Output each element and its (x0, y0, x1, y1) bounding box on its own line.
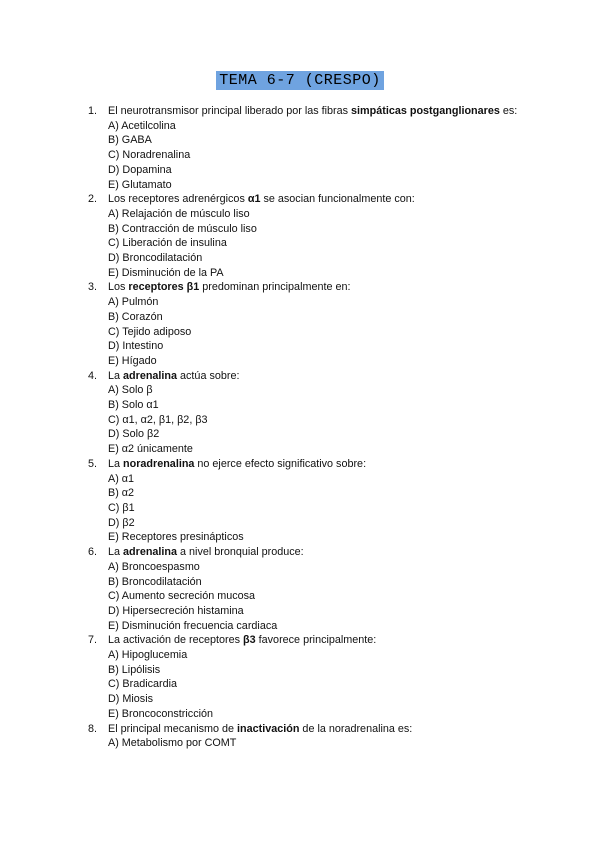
question-stem-text: Los (108, 281, 129, 294)
question-stem-text: actúa sobre: (177, 369, 240, 382)
question-stem (108, 280, 528, 295)
answer-option: B) Lipólisis (108, 663, 161, 676)
question-stem-bold: receptores β1 (128, 281, 200, 294)
question-item (88, 457, 528, 545)
answer-option: C) Liberación de insulina (108, 237, 227, 250)
question-stem (108, 457, 528, 472)
answer-option: E) α2 únicamente (108, 443, 193, 456)
answer-option: E) Broncoconstricción (108, 707, 214, 720)
question-stem-bold: adrenalina (123, 369, 178, 382)
question-stem-bold: adrenalina (123, 546, 178, 559)
question-stem-text: La activación de receptores (108, 634, 244, 647)
answer-option: E) Glutamato (108, 178, 172, 191)
question-item (88, 633, 528, 721)
answer-option: D) Miosis (108, 693, 153, 706)
answer-option: E) Disminución frecuencia cardiaca (108, 619, 278, 632)
answer-option: B) Contracción de músculo liso (108, 222, 257, 235)
answer-option: D) Dopamina (108, 163, 172, 176)
question-number: 7. (88, 634, 98, 647)
answer-option: C) α1, α2, β1, β2, β3 (108, 413, 208, 426)
question-stem-text: no ejerce efecto significativo sobre: (194, 457, 367, 470)
question-stem (108, 369, 528, 384)
answer-option: A) α1 (108, 472, 135, 485)
question-stem-bold: inactivación (237, 722, 300, 735)
answer-option: A) Acetilcolina (108, 119, 176, 132)
answer-option: A) Solo β (108, 384, 153, 397)
question-item (88, 104, 528, 192)
question-stem-text: Los receptores adrenérgicos (108, 193, 248, 206)
question-item (88, 722, 528, 751)
answer-option: E) Receptores presinápticos (108, 531, 244, 544)
answer-option: B) α2 (108, 487, 135, 500)
question-stem-text: a nivel bronquial produce: (177, 546, 304, 559)
question-number: 6. (88, 546, 98, 559)
answer-option: A) Broncoespasmo (108, 560, 200, 573)
question-number: 5. (88, 457, 98, 470)
question-stem-bold: simpáticas postganglionares (351, 105, 500, 117)
answer-option: B) Solo α1 (108, 399, 159, 412)
answer-option: C) Tejido adiposo (108, 325, 192, 338)
question-stem-bold: noradrenalina (123, 457, 195, 470)
question-stem (108, 545, 528, 560)
question-stem-text: El neurotransmisor principal liberado por las fibras (108, 105, 352, 117)
answer-option: D) Hipersecreción histamina (108, 604, 244, 617)
answer-option: D) Intestino (108, 340, 164, 353)
question-item (88, 369, 528, 457)
question-stem (108, 104, 528, 119)
answer-option: D) β2 (108, 516, 135, 529)
question-list (88, 104, 528, 751)
title-container (0, 71, 600, 90)
answer-option: E) Disminución de la PA (108, 266, 224, 279)
answer-option: A) Relajación de músculo liso (108, 207, 250, 220)
question-stem-text: se asocian funcionalmente con: (260, 193, 415, 206)
document-title: TEMA 6-7 (CRESPO) (216, 71, 384, 90)
question-stem-text: es: (499, 105, 518, 117)
question-number: 3. (88, 281, 98, 294)
answer-option: B) Corazón (108, 310, 163, 323)
question-stem-text: La (108, 369, 124, 382)
answer-option: A) Hipoglucemia (108, 649, 188, 662)
question-number: 8. (88, 722, 98, 735)
question-stem-text: predominan principalmente en: (199, 281, 351, 294)
answer-option: A) Pulmón (108, 296, 159, 309)
question-stem-text: La (108, 546, 124, 559)
question-number: 1. (88, 105, 98, 117)
question-stem-text: de la noradrenalina es: (299, 722, 413, 735)
answer-option: D) Solo β2 (108, 428, 160, 441)
question-stem-text: La (108, 457, 124, 470)
question-stem (108, 633, 528, 648)
question-stem-bold: β3 (243, 634, 256, 647)
question-stem-bold: α1 (247, 193, 261, 206)
question-item (88, 280, 528, 368)
answer-option: C) Noradrenalina (108, 149, 191, 162)
question-stem-text: El principal mecanismo de (108, 722, 238, 735)
answer-option: A) Metabolismo por COMT (108, 737, 237, 750)
question-stem-text: favorece principalmente: (255, 634, 377, 647)
answer-option: C) Bradicardia (108, 678, 178, 691)
answer-option: E) Hígado (108, 354, 157, 367)
question-stem (108, 722, 528, 737)
question-item (88, 192, 528, 280)
question-number: 4. (88, 369, 98, 382)
question-number: 2. (88, 193, 98, 206)
answer-option: C) Aumento secreción mucosa (108, 590, 256, 603)
answer-option: C) β1 (108, 501, 135, 514)
answer-option: B) GABA (108, 134, 152, 147)
question-item (88, 545, 528, 633)
answer-option: B) Broncodilatación (108, 575, 202, 588)
answer-option: D) Broncodilatación (108, 252, 203, 265)
question-stem (108, 192, 528, 207)
